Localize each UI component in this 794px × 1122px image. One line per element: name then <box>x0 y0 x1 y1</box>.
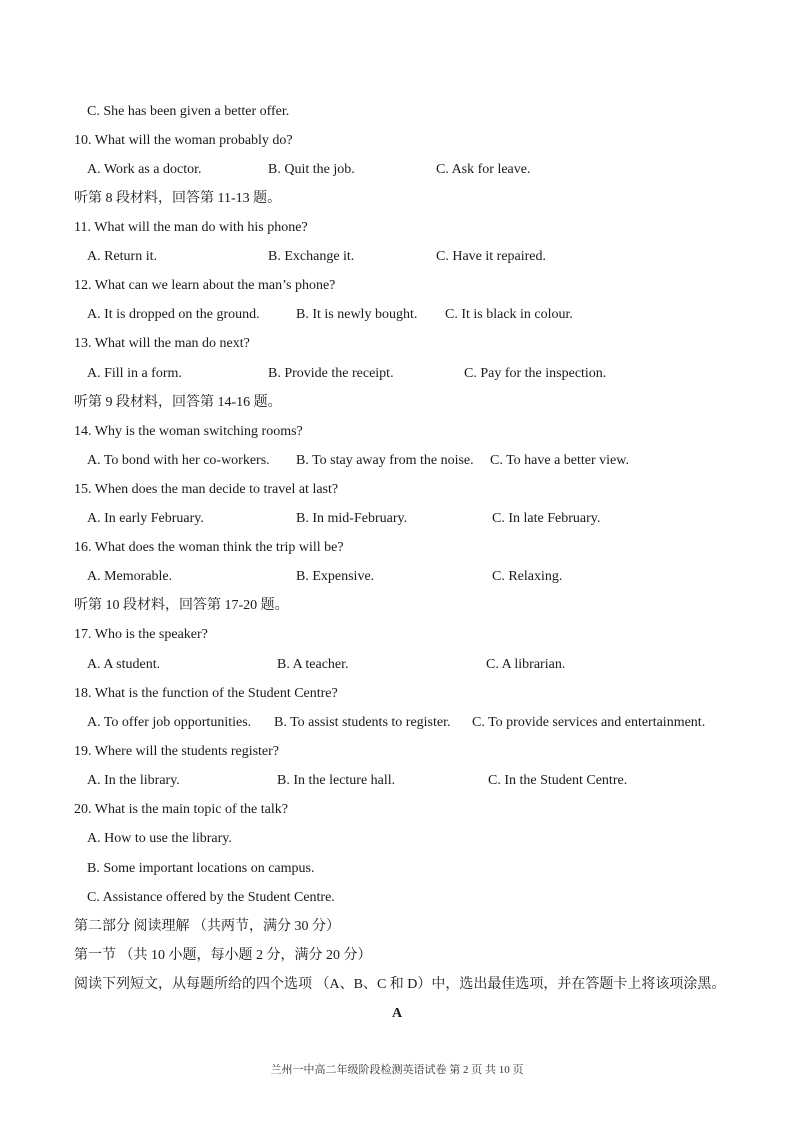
q17-option-b: B. A teacher. <box>277 657 349 672</box>
q10-option-a: A. Work as a doctor. <box>87 162 202 177</box>
q10-option-c: C. Ask for leave. <box>436 162 531 177</box>
q15-option-a: A. In early February. <box>87 511 204 526</box>
q18-option-c: C. To provide services and entertainment. <box>472 715 706 730</box>
q15-stem: 15. When does the man decide to travel at last? <box>74 482 339 497</box>
q9-option-c: C. She has been given a better offer. <box>87 104 290 119</box>
part-2-heading: 第二部分 阅读理解 （共两节，满分 30 分） <box>74 919 340 934</box>
q17-option-a: A. A student. <box>87 657 161 672</box>
q16-option-a: A. Memorable. <box>87 569 173 584</box>
section-8-heading: 听第 8 段材料，回答第 11-13 题。 <box>74 191 282 206</box>
q19-option-a: A. In the library. <box>87 773 180 788</box>
q16-option-b: B. Expensive. <box>296 569 375 584</box>
section-9-heading: 听第 9 段材料，回答第 14-16 题。 <box>74 395 282 410</box>
q14-option-a: A. To bond with her co-workers. <box>87 453 270 468</box>
q18-option-b: B. To assist students to register. <box>274 715 451 730</box>
section-10-heading: 听第 10 段材料，回答第 17-20 题。 <box>74 598 289 613</box>
q13-option-c: C. Pay for the inspection. <box>464 366 607 381</box>
q10-stem: 10. What will the woman probably do? <box>74 133 293 148</box>
q11-stem: 11. What will the man do with his phone? <box>74 220 308 235</box>
q14-option-b: B. To stay away from the noise. <box>296 453 474 468</box>
q20-stem: 20. What is the main topic of the talk? <box>74 802 288 817</box>
q11-option-b: B. Exchange it. <box>268 249 355 264</box>
passage-label: A <box>391 1006 403 1021</box>
q18-option-a: A. To offer job opportunities. <box>87 715 252 730</box>
q12-option-b: B. It is newly bought. <box>296 307 418 322</box>
q14-option-c: C. To have a better view. <box>490 453 629 468</box>
q12-option-c: C. It is black in colour. <box>445 307 573 322</box>
q20-option-a: A. How to use the library. <box>87 831 232 846</box>
q15-option-b: B. In mid-February. <box>296 511 408 526</box>
page-footer: 兰州一中高二年级阶段检测英语试卷 第 2 页 共 10 页 <box>270 1064 524 1076</box>
q17-option-c: C. A librarian. <box>486 657 566 672</box>
q11-option-c: C. Have it repaired. <box>436 249 547 264</box>
q13-stem: 13. What will the man do next? <box>74 336 250 351</box>
q19-option-b: B. In the lecture hall. <box>277 773 396 788</box>
q18-stem: 18. What is the function of the Student Centre? <box>74 686 338 701</box>
q20-option-c: C. Assistance offered by the Student Centre. <box>87 890 335 905</box>
reading-instruction: 阅读下列短文，从每题所给的四个选项 （A、B、C 和 D）中，选出最佳选项，并在答题卡上将该项涂黑。 <box>74 977 726 992</box>
q16-option-c: C. Relaxing. <box>492 569 563 584</box>
part-2-section-1-heading: 第一节 （共 10 小题，每小题 2 分，满分 20 分） <box>74 948 372 963</box>
q12-stem: 12. What can we learn about the man’s phone? <box>74 278 336 293</box>
q14-stem: 14. Why is the woman switching rooms? <box>74 424 303 439</box>
q19-option-c: C. In the Student Centre. <box>488 773 628 788</box>
q19-stem: 19. Where will the students register? <box>74 744 280 759</box>
q15-option-c: C. In late February. <box>492 511 601 526</box>
q11-option-a: A. Return it. <box>87 249 157 264</box>
q16-stem: 16. What does the woman think the trip will be? <box>74 540 344 555</box>
q17-stem: 17. Who is the speaker? <box>74 627 208 642</box>
q10-option-b: B. Quit the job. <box>268 162 355 177</box>
q13-option-a: A. Fill in a form. <box>87 366 182 381</box>
q13-option-b: B. Provide the receipt. <box>268 366 394 381</box>
q12-option-a: A. It is dropped on the ground. <box>87 307 260 322</box>
q20-option-b: B. Some important locations on campus. <box>87 861 315 876</box>
